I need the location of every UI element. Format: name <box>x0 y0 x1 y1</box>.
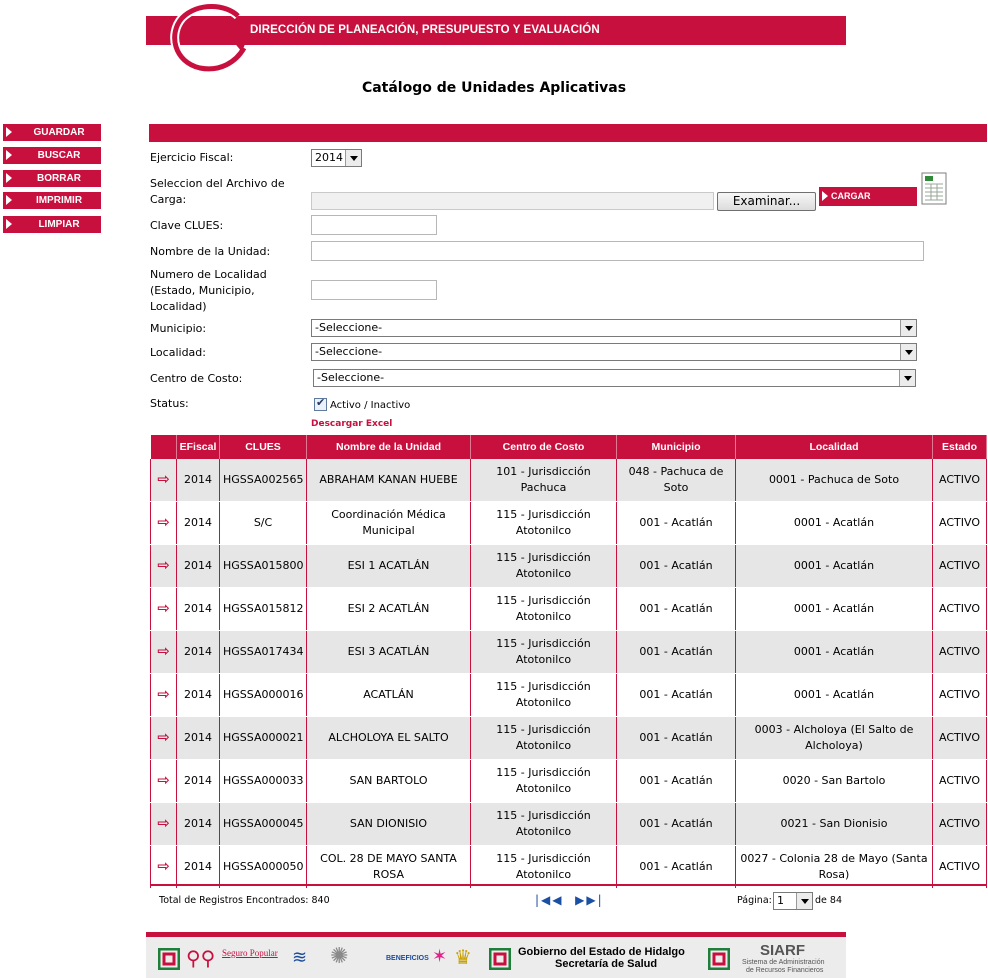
total-pages-label: de 84 <box>815 895 842 906</box>
last-page-icon[interactable]: ▶| <box>586 893 604 907</box>
pager-navigation <box>535 893 604 907</box>
table-bottom-border <box>150 884 986 886</box>
cell-efiscal: 2014 <box>177 717 220 760</box>
nombre-unidad-input[interactable] <box>311 241 924 261</box>
table-row[interactable] <box>151 674 987 717</box>
row-select-cell[interactable] <box>151 545 177 588</box>
cell-localidad: 0001 - Acatlán <box>736 674 933 717</box>
chevron-down-icon <box>796 893 812 909</box>
cell-nombre: COL. 28 DE MAYO SANTA ROSA <box>307 846 471 889</box>
column-header-localidad[interactable]: Localidad <box>736 435 933 459</box>
cell-clues: HGSSA015800 <box>220 545 307 588</box>
people-icon: ⚲⚲ <box>186 948 216 970</box>
cell-localidad: 0001 - Acatlán <box>736 545 933 588</box>
localidad-num-label-line1: Numero de Localidad <box>150 268 267 281</box>
table-row[interactable] <box>151 631 987 674</box>
cell-centro-costo: 115 - Jurisdicción Atotonilco <box>471 717 617 760</box>
cell-clues: HGSSA000033 <box>220 760 307 803</box>
imprimir-button[interactable]: IMPRIMIR <box>3 192 101 209</box>
cell-localidad: 0003 - Alcholoya (El Salto de Alcholoya) <box>736 717 933 760</box>
localidad-label: Localidad: <box>150 346 206 359</box>
gobierno-hidalgo-logo-icon <box>489 948 511 970</box>
status-checkbox[interactable] <box>314 398 327 411</box>
chevron-down-icon <box>345 150 361 166</box>
cell-localidad: 0001 - Acatlán <box>736 502 933 545</box>
siarf-logo: SIARF <box>760 942 805 959</box>
centro-costo-value: -Seleccione- <box>317 371 385 384</box>
cell-estado: ACTIVO <box>933 717 987 760</box>
cell-municipio: 001 - Acatlán <box>617 674 736 717</box>
select-row-arrow-icon[interactable]: ⇨ <box>157 599 170 617</box>
cell-estado: ACTIVO <box>933 545 987 588</box>
cell-estado: ACTIVO <box>933 588 987 631</box>
cell-nombre: ALCHOLOYA EL SALTO <box>307 717 471 760</box>
cell-efiscal: 2014 <box>177 803 220 846</box>
ejercicio-value: 2014 <box>315 151 343 164</box>
municipio-select[interactable] <box>311 319 917 337</box>
cell-estado: ACTIVO <box>933 674 987 717</box>
table-row[interactable] <box>151 760 987 803</box>
cell-clues: HGSSA015812 <box>220 588 307 631</box>
descargar-excel-link[interactable]: Descargar Excel <box>311 419 393 429</box>
pagina-label: Página: <box>737 895 772 906</box>
cell-efiscal: 2014 <box>177 588 220 631</box>
cell-centro-costo: 115 - Jurisdicción Atotonilco <box>471 545 617 588</box>
clave-clues-input[interactable] <box>311 215 437 235</box>
seguro-popular-logo: Seguro Popular <box>222 948 278 958</box>
siarf-subtitle-line1: Sistema de Administración <box>742 959 825 966</box>
row-select-cell[interactable] <box>151 717 177 760</box>
results-table <box>150 435 987 889</box>
select-row-arrow-icon[interactable]: ⇨ <box>157 728 170 746</box>
cell-estado: ACTIVO <box>933 803 987 846</box>
column-header-municipio[interactable]: Municipio <box>617 435 736 459</box>
row-select-cell[interactable] <box>151 846 177 889</box>
guardar-button[interactable]: GUARDAR <box>3 124 101 141</box>
arrow-right-icon <box>6 127 12 137</box>
table-row[interactable] <box>151 588 987 631</box>
cell-nombre: ESI 2 ACATLÁN <box>307 588 471 631</box>
cell-centro-costo: 101 - Jurisdicción Pachuca <box>471 459 617 502</box>
cell-efiscal: 2014 <box>177 459 220 502</box>
select-row-arrow-icon[interactable]: ⇨ <box>157 556 170 574</box>
cell-localidad: 0001 - Acatlán <box>736 588 933 631</box>
table-row[interactable] <box>151 502 987 545</box>
wave-logo-icon: ≋ <box>292 947 308 967</box>
cell-centro-costo: 115 - Jurisdicción Atotonilco <box>471 502 617 545</box>
arrow-right-icon <box>6 150 12 160</box>
table-row[interactable] <box>151 459 987 502</box>
column-header-select <box>151 435 177 459</box>
cell-clues: HGSSA000050 <box>220 846 307 889</box>
select-row-arrow-icon[interactable]: ⇨ <box>157 513 170 531</box>
cell-efiscal: 2014 <box>177 846 220 889</box>
table-row[interactable] <box>151 846 987 889</box>
row-select-cell[interactable] <box>151 803 177 846</box>
cell-municipio: 001 - Acatlán <box>617 545 736 588</box>
chevron-down-icon <box>899 370 915 386</box>
nombre-label: Nombre de la Unidad: <box>150 245 271 258</box>
beneficios-logo: BENEFICIOS <box>386 955 429 962</box>
page-select[interactable] <box>773 892 813 910</box>
column-header-nombre[interactable]: Nombre de la Unidad <box>307 435 471 459</box>
select-row-arrow-icon[interactable]: ⇨ <box>157 814 170 832</box>
municipio-value: -Seleccione- <box>315 321 383 334</box>
cell-nombre: ESI 1 ACATLÁN <box>307 545 471 588</box>
column-header-efiscal[interactable]: EFiscal <box>177 435 220 459</box>
numero-localidad-input[interactable] <box>311 280 437 300</box>
cell-nombre: SAN BARTOLO <box>307 760 471 803</box>
star-logo-icon: ✶ <box>432 946 448 966</box>
cell-municipio: 048 - Pachuca de Soto <box>617 459 736 502</box>
select-row-arrow-icon[interactable]: ⇨ <box>157 685 170 703</box>
row-select-cell[interactable] <box>151 459 177 502</box>
institution-logo-icon <box>168 2 252 72</box>
cell-centro-costo: 115 - Jurisdicción Atotonilco <box>471 674 617 717</box>
cell-municipio: 001 - Acatlán <box>617 588 736 631</box>
arrow-right-icon <box>822 191 828 201</box>
cell-nombre: SAN DIONISIO <box>307 803 471 846</box>
header-title: DIRECCIÓN DE PLANEACIÓN, PRESUPUESTO Y EVALUACIÓN <box>250 24 600 36</box>
borrar-button[interactable]: BORRAR <box>3 170 101 187</box>
cell-localidad: 0020 - San Bartolo <box>736 760 933 803</box>
cell-municipio: 001 - Acatlán <box>617 760 736 803</box>
cell-nombre: ACATLÁN <box>307 674 471 717</box>
table-row[interactable] <box>151 803 987 846</box>
localidad-num-label-line2: (Estado, Municipio, <box>150 284 255 297</box>
cell-estado: ACTIVO <box>933 502 987 545</box>
column-header-estado[interactable]: Estado <box>933 435 987 459</box>
cell-centro-costo: 115 - Jurisdicción Atotonilco <box>471 803 617 846</box>
status-label: Status: <box>150 397 189 410</box>
form-header-bar <box>149 124 987 142</box>
select-row-arrow-icon[interactable]: ⇨ <box>157 470 170 488</box>
cell-localidad: 0001 - Acatlán <box>736 631 933 674</box>
cell-estado: ACTIVO <box>933 459 987 502</box>
cell-efiscal: 2014 <box>177 502 220 545</box>
page-value: 1 <box>777 894 784 907</box>
excel-file-icon[interactable] <box>921 172 947 205</box>
page-title: Catálogo de Unidades Aplicativas <box>361 80 627 96</box>
cell-clues: HGSSA000021 <box>220 717 307 760</box>
next-page-icon[interactable]: ▶ <box>575 893 587 907</box>
row-select-cell[interactable] <box>151 588 177 631</box>
arrow-right-icon <box>6 195 12 205</box>
status-checkbox-label: Activo / Inactivo <box>330 400 411 411</box>
cargar-catalogo-button[interactable]: CARGAR CATALOGO <box>819 187 917 206</box>
cell-centro-costo: 115 - Jurisdicción Atotonilco <box>471 588 617 631</box>
table-header-row <box>151 435 987 459</box>
gobierno-hidalgo-logo-icon <box>708 948 730 970</box>
limpiar-button[interactable]: LIMPIAR <box>3 216 101 233</box>
cell-centro-costo: 115 - Jurisdicción Atotonilco <box>471 631 617 674</box>
cell-clues: HGSSA002565 <box>220 459 307 502</box>
cell-municipio: 001 - Acatlán <box>617 502 736 545</box>
row-select-cell[interactable] <box>151 502 177 545</box>
cell-nombre: Coordinación Médica Municipal <box>307 502 471 545</box>
row-select-cell[interactable] <box>151 631 177 674</box>
table-row[interactable] <box>151 717 987 760</box>
cell-clues: HGSSA000045 <box>220 803 307 846</box>
cell-clues: HGSSA017434 <box>220 631 307 674</box>
total-records: Total de Registros Encontrados: 840 <box>159 895 330 906</box>
first-page-icon[interactable]: |◀ <box>535 893 553 907</box>
coat-of-arms-icon: ♛ <box>454 947 472 969</box>
buscar-button[interactable]: BUSCAR <box>3 147 101 164</box>
cell-centro-costo: 115 - Jurisdicción Atotonilco <box>471 846 617 889</box>
ejercicio-label: Ejercicio Fiscal: <box>150 151 234 164</box>
gobierno-hidalgo-logo-icon <box>158 948 180 970</box>
cell-localidad: 0001 - Pachuca de Soto <box>736 459 933 502</box>
seal-logo-icon: ✺ <box>330 943 349 968</box>
column-header-clues[interactable]: CLUES <box>220 435 307 459</box>
cell-estado: ACTIVO <box>933 846 987 889</box>
cell-municipio: 001 - Acatlán <box>617 846 736 889</box>
secretaria-title: Secretaría de Salud <box>555 958 658 970</box>
cell-efiscal: 2014 <box>177 545 220 588</box>
cell-estado: ACTIVO <box>933 631 987 674</box>
arrow-right-icon <box>6 173 12 183</box>
select-row-arrow-icon[interactable]: ⇨ <box>157 857 170 875</box>
cell-municipio: 001 - Acatlán <box>617 717 736 760</box>
gobierno-title: Gobierno del Estado de Hidalgo <box>518 946 685 958</box>
cell-municipio: 001 - Acatlán <box>617 803 736 846</box>
cell-centro-costo: 115 - Jurisdicción Atotonilco <box>471 760 617 803</box>
localidad-value: -Seleccione- <box>315 345 383 358</box>
localidad-select[interactable] <box>311 343 917 361</box>
select-row-arrow-icon[interactable]: ⇨ <box>157 642 170 660</box>
row-select-cell[interactable] <box>151 760 177 803</box>
archivo-label-line1: Seleccion del Archivo de <box>150 177 285 190</box>
footer-logos <box>146 937 846 978</box>
cell-efiscal: 2014 <box>177 760 220 803</box>
centro-costo-label: Centro de Costo: <box>150 372 243 385</box>
table-row[interactable] <box>151 545 987 588</box>
column-header-centro-costo[interactable]: Centro de Costo <box>471 435 617 459</box>
cell-clues: HGSSA000016 <box>220 674 307 717</box>
clave-label: Clave CLUES: <box>150 219 224 232</box>
ejercicio-select[interactable] <box>311 149 362 167</box>
file-path-input[interactable] <box>311 192 714 210</box>
municipio-label: Municipio: <box>150 322 207 335</box>
cell-efiscal: 2014 <box>177 631 220 674</box>
archivo-label-line2: Carga: <box>150 193 187 206</box>
cell-clues: S/C <box>220 502 307 545</box>
row-select-cell[interactable] <box>151 674 177 717</box>
previous-page-icon[interactable]: ◀ <box>552 893 564 907</box>
cell-nombre: ABRAHAM KANAN HUEBE <box>307 459 471 502</box>
examinar-button[interactable]: Examinar... <box>717 192 816 211</box>
arrow-right-icon <box>6 219 12 229</box>
cell-municipio: 001 - Acatlán <box>617 631 736 674</box>
select-row-arrow-icon[interactable]: ⇨ <box>157 771 170 789</box>
cell-efiscal: 2014 <box>177 674 220 717</box>
localidad-num-label-line3: Localidad) <box>150 300 207 313</box>
chevron-down-icon <box>900 344 916 360</box>
centro-costo-select[interactable] <box>313 369 916 387</box>
siarf-subtitle-line2: de Recursos Financieros <box>746 967 824 974</box>
cell-localidad: 0027 - Colonia 28 de Mayo (Santa Rosa) <box>736 846 933 889</box>
cell-nombre: ESI 3 ACATLÁN <box>307 631 471 674</box>
chevron-down-icon <box>900 320 916 336</box>
cell-estado: ACTIVO <box>933 760 987 803</box>
cell-localidad: 0021 - San Dionisio <box>736 803 933 846</box>
